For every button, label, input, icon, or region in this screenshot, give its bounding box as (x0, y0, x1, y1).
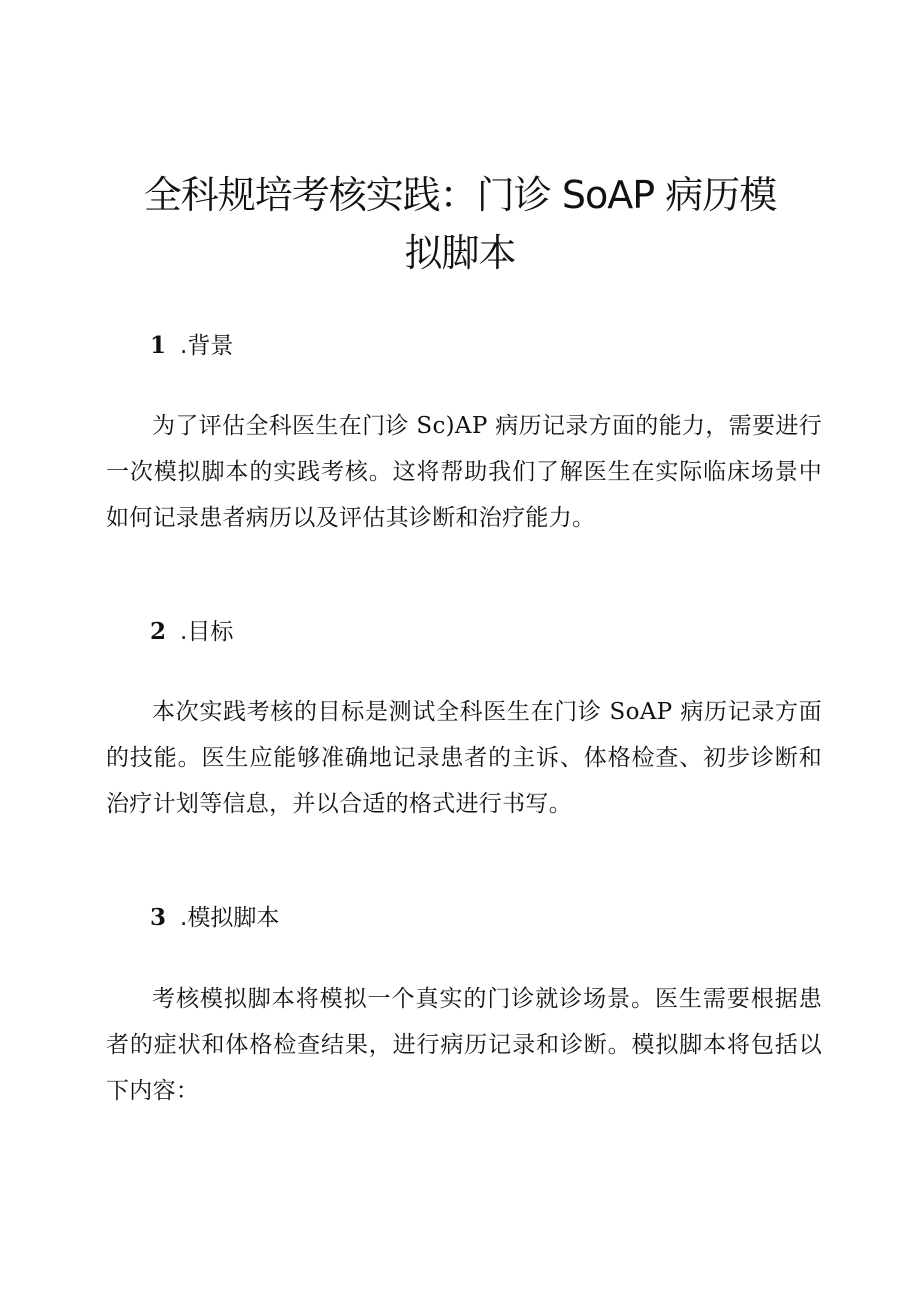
section-number: 2 (150, 618, 167, 645)
section-body-goal: 本次实践考核的目标是测试全科医生在门诊 SoAP 病历记录方面的技能。医生应能够准确地记录患者的主诉、体格检查、初步诊断和治疗计划等信息，并以合适的格式进行书写。 (106, 699, 822, 817)
section-title: .目标 (180, 619, 234, 645)
title-line-2: 拟脚本 (404, 231, 516, 275)
title-line-1: 全科规培考核实践：门诊 SoAP 病历模 (143, 173, 777, 217)
section-heading-script (150, 903, 279, 933)
document-title (110, 166, 810, 282)
section-body-script: 考核模拟脚本将模拟一个真实的门诊就诊场景。医生需要根据患者的症状和体格检查结果，进行病历记录和诊断。模拟脚本将包括以下内容： (106, 986, 822, 1104)
section-title: .模拟脚本 (180, 905, 280, 931)
section-body-background: 为了评估全科医生在门诊 Sc)AP 病历记录方面的能力，需要进行一次模拟脚本的实践考核。这将帮助我们了解医生在实际临床场景中如何记录患者病历以及评估其诊断和治疗能力。 (106, 413, 822, 531)
section-number: 1 (150, 332, 167, 359)
section-heading-goal (150, 617, 233, 647)
section-title: .背景 (180, 333, 234, 359)
section-number: 3 (150, 904, 167, 931)
section-heading-background (150, 331, 233, 361)
